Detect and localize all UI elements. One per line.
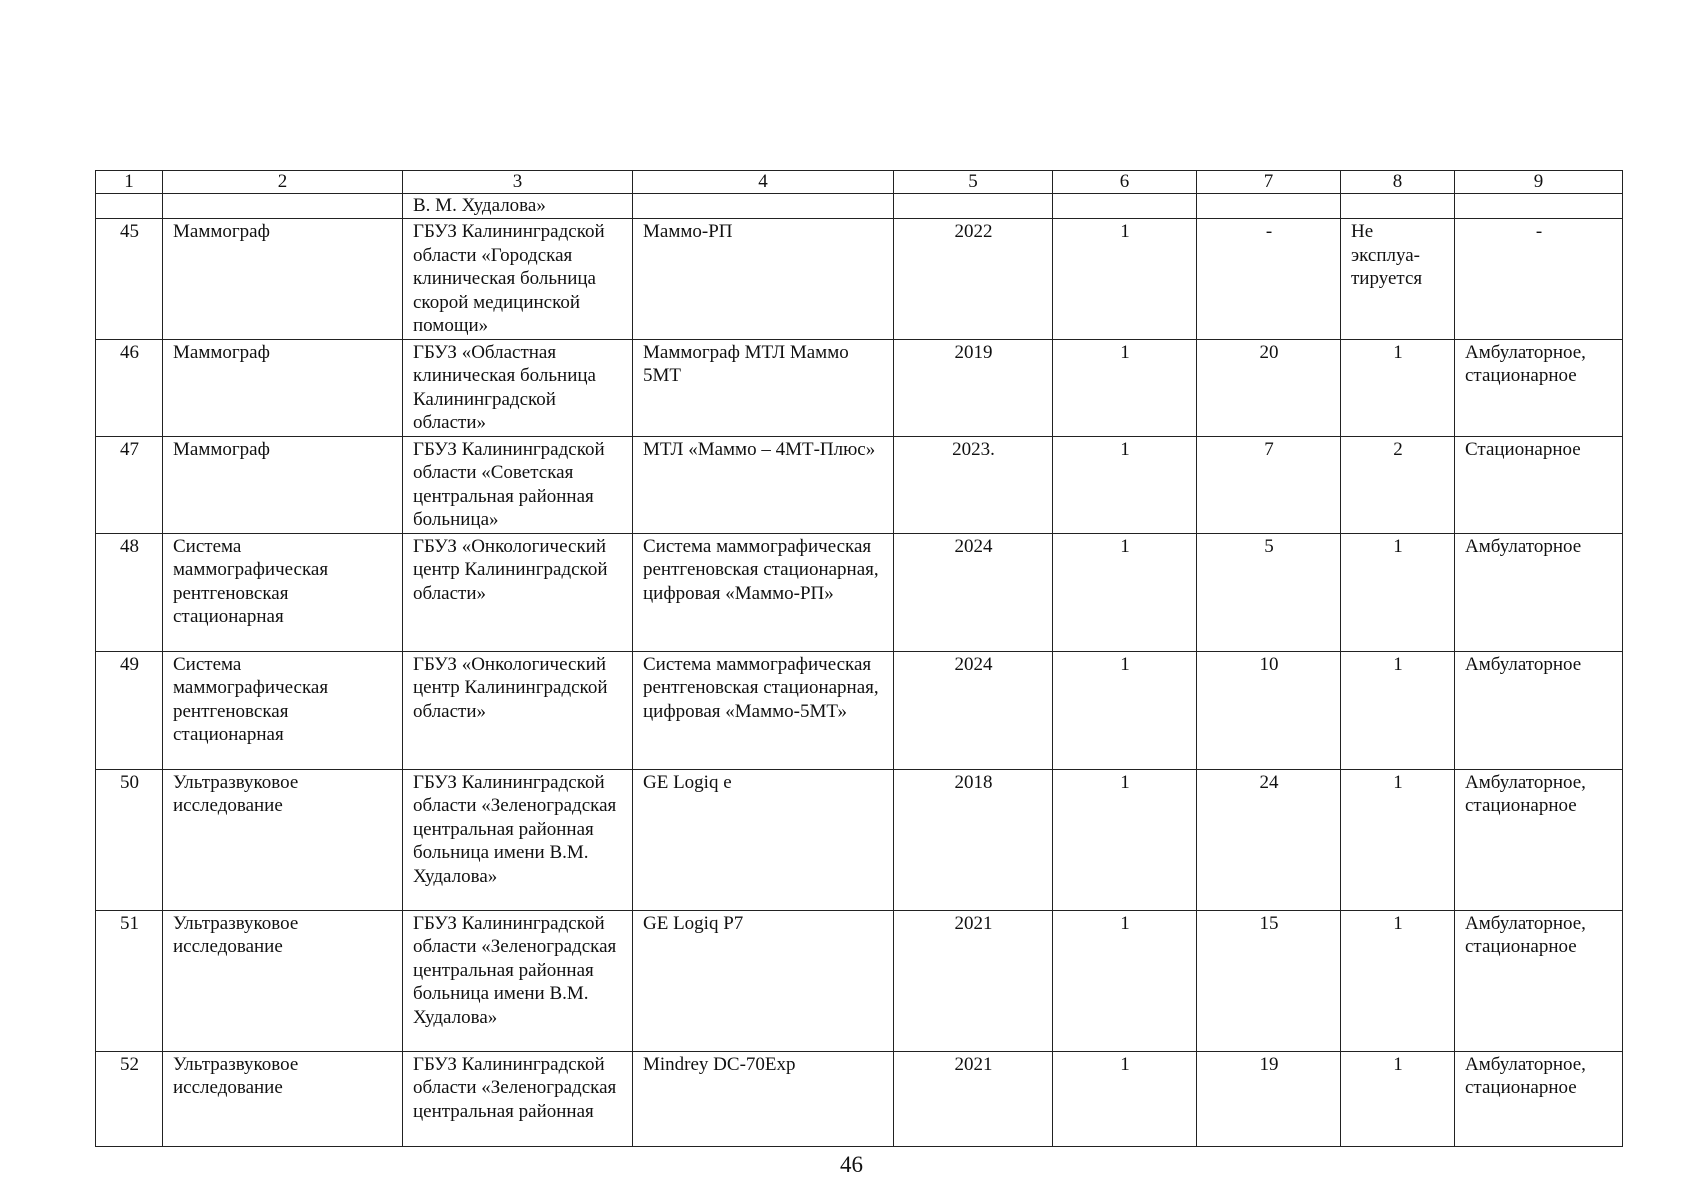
- column-7-cell: 20: [1197, 339, 1341, 436]
- row-number-cell: 47: [96, 436, 163, 533]
- row-number-cell: 48: [96, 533, 163, 651]
- column-8-cell: 2: [1341, 436, 1455, 533]
- year-cell: 2018: [894, 769, 1053, 910]
- table-cell: [163, 194, 403, 219]
- column-header: 9: [1455, 171, 1623, 194]
- row-number-cell: 52: [96, 1051, 163, 1146]
- column-6-cell: 1: [1053, 533, 1197, 651]
- model-cell: GE Logiq e: [633, 769, 894, 910]
- column-6-cell: 1: [1053, 436, 1197, 533]
- column-7-cell: -: [1197, 219, 1341, 340]
- row-number-cell: 45: [96, 219, 163, 340]
- table-cell: [1455, 194, 1623, 219]
- column-header: 1: [96, 171, 163, 194]
- column-8-cell: 1: [1341, 651, 1455, 769]
- table-cell: [96, 194, 163, 219]
- organization-cell: ГБУЗ Калининградской области «Городская клиническая больница скорой медицинской помощи»: [403, 219, 633, 340]
- model-cell: МТЛ «Маммо – 4МТ-Плюс»: [633, 436, 894, 533]
- page-number: 46: [840, 1152, 863, 1177]
- organization-cell: ГБУЗ Калининградской области «Зеленоградская центральная районная больница имени В.М. Худалова»: [403, 910, 633, 1051]
- column-7-cell: 10: [1197, 651, 1341, 769]
- column-7-cell: 15: [1197, 910, 1341, 1051]
- column-6-cell: 1: [1053, 1051, 1197, 1146]
- equipment-cell: Ультразвуковое исследование: [163, 1051, 403, 1146]
- column-8-cell: 1: [1341, 910, 1455, 1051]
- column-6-cell: 1: [1053, 651, 1197, 769]
- table-row: [96, 219, 1623, 340]
- table-row: [96, 769, 1623, 910]
- column-header: 8: [1341, 171, 1455, 194]
- table-row: [96, 436, 1623, 533]
- row-number-cell: 50: [96, 769, 163, 910]
- care-type-cell: Амбулаторное, стационарное: [1455, 910, 1623, 1051]
- model-cell: Mindrey DC-70Exp: [633, 1051, 894, 1146]
- column-7-cell: 5: [1197, 533, 1341, 651]
- column-8-cell: 1: [1341, 533, 1455, 651]
- organization-cell: ГБУЗ «Областная клиническая больница Калининградской области»: [403, 339, 633, 436]
- table-row: [96, 339, 1623, 436]
- organization-cell: ГБУЗ «Онкологический центр Калининградской области»: [403, 533, 633, 651]
- table-cell: [1053, 194, 1197, 219]
- equipment-table: [95, 170, 1623, 1147]
- year-cell: 2021: [894, 1051, 1053, 1146]
- row-number-cell: 49: [96, 651, 163, 769]
- care-type-cell: Амбулаторное, стационарное: [1455, 1051, 1623, 1146]
- year-cell: 2024: [894, 651, 1053, 769]
- column-header: 4: [633, 171, 894, 194]
- care-type-cell: -: [1455, 219, 1623, 340]
- year-cell: 2022: [894, 219, 1053, 340]
- column-6-cell: 1: [1053, 769, 1197, 910]
- column-8-cell: 1: [1341, 769, 1455, 910]
- equipment-cell: Система маммографическая рентгеновская стационарная: [163, 651, 403, 769]
- table-row: [96, 1051, 1623, 1146]
- table-cell: [1197, 194, 1341, 219]
- equipment-cell: Система маммографическая рентгеновская стационарная: [163, 533, 403, 651]
- column-header: 7: [1197, 171, 1341, 194]
- table-row: [96, 533, 1623, 651]
- model-cell: Маммо-РП: [633, 219, 894, 340]
- column-header: 2: [163, 171, 403, 194]
- column-7-cell: 24: [1197, 769, 1341, 910]
- care-type-cell: Амбулаторное: [1455, 533, 1623, 651]
- column-header: 5: [894, 171, 1053, 194]
- equipment-cell: Ультразвуковое исследование: [163, 910, 403, 1051]
- model-cell: Маммограф МТЛ Маммо 5МТ: [633, 339, 894, 436]
- equipment-cell: Маммограф: [163, 436, 403, 533]
- model-cell: GE Logiq P7: [633, 910, 894, 1051]
- equipment-cell: Маммограф: [163, 219, 403, 340]
- organization-cell: ГБУЗ Калининградской области «Советская центральная районная больница»: [403, 436, 633, 533]
- column-6-cell: 1: [1053, 219, 1197, 340]
- row-number-cell: 46: [96, 339, 163, 436]
- table-cell: [1341, 194, 1455, 219]
- column-8-cell: 1: [1341, 1051, 1455, 1146]
- year-cell: 2023.: [894, 436, 1053, 533]
- table-cell: [633, 194, 894, 219]
- organization-cell: ГБУЗ Калининградской области «Зеленоградская центральная районная: [403, 1051, 633, 1146]
- care-type-cell: Амбулаторное, стационарное: [1455, 339, 1623, 436]
- year-cell: 2021: [894, 910, 1053, 1051]
- row-number-cell: 51: [96, 910, 163, 1051]
- column-7-cell: 7: [1197, 436, 1341, 533]
- model-cell: Система маммографическая рентгеновская стационарная, цифровая «Маммо-5МТ»: [633, 651, 894, 769]
- care-type-cell: Амбулаторное: [1455, 651, 1623, 769]
- organization-cell: ГБУЗ Калининградской области «Зеленоградская центральная районная больница имени В.М. Худалова»: [403, 769, 633, 910]
- table-row: [96, 910, 1623, 1051]
- column-number-header-row: [96, 171, 1623, 194]
- column-7-cell: 19: [1197, 1051, 1341, 1146]
- model-cell: Система маммографическая рентгеновская стационарная, цифровая «Маммо-РП»: [633, 533, 894, 651]
- care-type-cell: Амбулаторное, стационарное: [1455, 769, 1623, 910]
- year-cell: 2019: [894, 339, 1053, 436]
- equipment-cell: Ультразвуковое исследование: [163, 769, 403, 910]
- care-type-cell: Стационарное: [1455, 436, 1623, 533]
- column-6-cell: 1: [1053, 339, 1197, 436]
- continuation-row: [96, 194, 1623, 219]
- table-cell: [894, 194, 1053, 219]
- column-header: 6: [1053, 171, 1197, 194]
- table-cell: В. М. Худалова»: [403, 194, 633, 219]
- year-cell: 2024: [894, 533, 1053, 651]
- equipment-cell: Маммограф: [163, 339, 403, 436]
- column-header: 3: [403, 171, 633, 194]
- column-6-cell: 1: [1053, 910, 1197, 1051]
- table-row: [96, 651, 1623, 769]
- organization-cell: ГБУЗ «Онкологический центр Калининградской области»: [403, 651, 633, 769]
- column-8-cell: Не эксплуа-тируется: [1341, 219, 1455, 340]
- column-8-cell: 1: [1341, 339, 1455, 436]
